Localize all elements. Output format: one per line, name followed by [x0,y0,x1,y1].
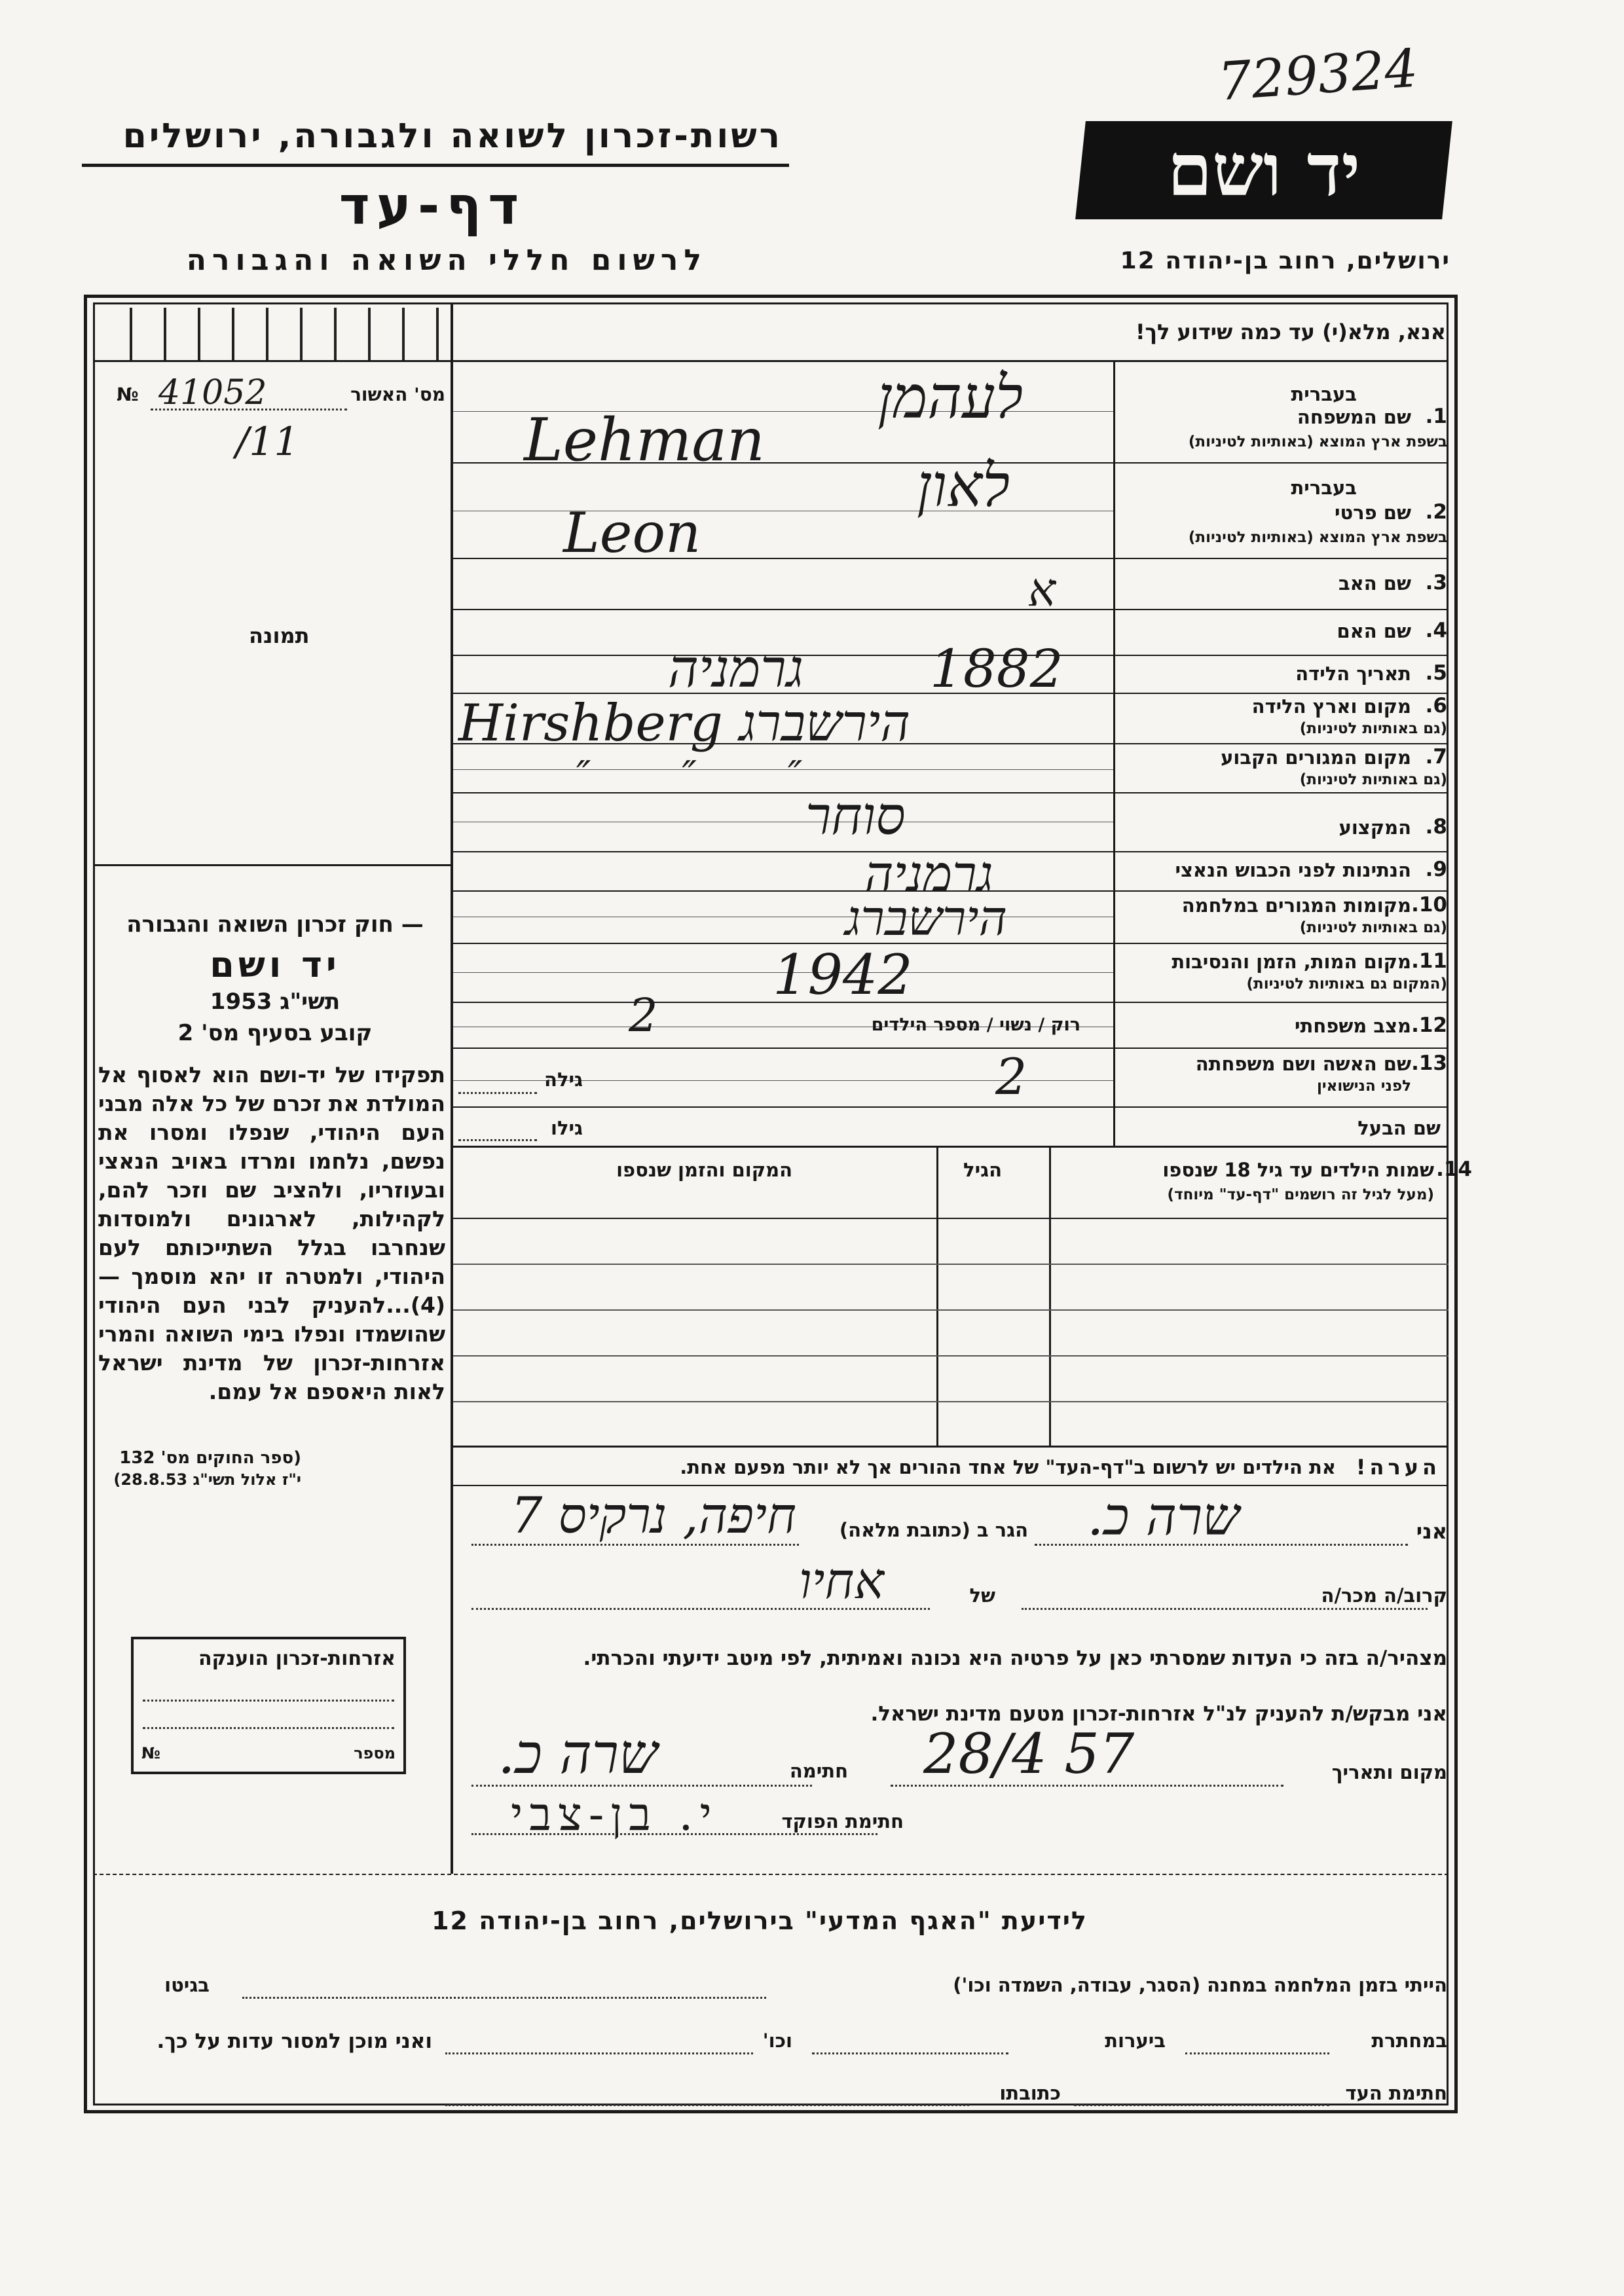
authority-name: רשות-זכרון לשואה ולגבורה, ירושלים [122,117,783,156]
request-text: אני מבקש/ת להעניק לנ"ל אזרחות-זכרון מטעם מדינת ישראל. [870,1702,1447,1726]
field-1-number: 1. [1425,405,1447,428]
field-11-number: 11. [1411,949,1447,973]
footer-line3-b: כתובתו [999,2082,1061,2104]
relation-of-label: של [969,1584,995,1607]
field-2-hebrew-value: לאון [917,452,1010,520]
field-2-hebrew-tag: בעברית [1291,477,1357,499]
form-title: דף-עד [339,175,526,236]
witness-name-value: שרה כ. [1087,1486,1240,1547]
field-3-label: שם האב [1338,572,1411,594]
approval-number-label: מס' האשור [350,384,445,405]
declaration-text: מצהיר/ה בזה כי העדות שמסרתי כאן על פרטיה היא נכונה ואמיתית, לפי מיטב ידיעתי והכרתי. [583,1647,1447,1670]
field-1-label: שם המשפחה [1297,406,1411,428]
field-6-label: מקום וארץ הלידה [1251,695,1411,718]
field-7-value: ″ ″ ″ [576,753,803,799]
witness-address-value: חיפה, נרקיס 7 [511,1486,796,1544]
field-6-number: 6. [1425,694,1447,718]
field-12-number: 12. [1411,1013,1447,1037]
children-col-place: המקום והזמן שנספו [616,1159,792,1181]
intro-rule [451,360,1449,362]
children-number: 14. [1436,1157,1472,1181]
children-label: שמות הילדים עד גיל 18 שנספו [1162,1159,1434,1181]
field-5-label: תאריך הלידה [1295,663,1411,685]
field-4-label: שם האם [1337,620,1411,642]
footer-line2-c: וכו' [762,2030,792,2052]
field-13-sub: לפני הנישואין [1317,1078,1411,1095]
field-7-label: מקום המגורים הקבוע [1221,746,1411,769]
law-body: תפקידו של יד-ושם הוא לאסוף אל המולדת את זכרם של כל אלה מבני העם היהודי, שנפלו ומסרו את נפשם, נלחמו ומרדו באויב הנאצי ובעוזריו, ולהציב שם וזכר להם, לקהילות, לארגונים ולמוסדות שנחרבו בגלל השתייכותם לעם היהודי, ולמטרה זו יהא מוסמך — (4)...להעניק לבני העם היהודי שהושמדו ונפלו בימי השואה והמרי אזרחות-זכרון של מדינת ישראל לאות היאספם אל עמם. [98,1062,445,1404]
address: ירושלים, רחוב בן-יהודה 12 [1120,247,1450,274]
witness-ani: אני [1416,1519,1447,1544]
field-10-sub: (גם באותיות לטיניות) [1299,919,1447,936]
field-10-label: מקומות המגורים במלחמה [1181,894,1411,917]
relation-label: קרוב/ה מכר/ה [1321,1584,1447,1607]
footer-line2-a: במחתרת [1371,2030,1447,2052]
citizenship-number-symbol: № [141,1744,160,1762]
field-6-country: גרמניה [668,638,803,699]
signature-label: חתימה [789,1760,848,1782]
field-9-label: הנתינות לפני הכבוש הנאצי [1175,859,1411,881]
law-name: יד ושם [210,944,341,985]
field-7-number: 7. [1425,745,1447,769]
citizenship-box [131,1637,406,1774]
field-13-number: 13. [1411,1051,1447,1075]
place-date-label: מקום ותאריך [1331,1761,1447,1783]
field-1-sub: בשפת ארץ המוצא (באותיות לטיניות) [1188,433,1447,450]
children-sub: (מעל לגיל זה רושמים "דף-עד" מיוחד) [1167,1186,1434,1203]
field-10-value: הירשברג [845,890,1007,947]
yad-vashem-logo [1075,121,1452,219]
officer-signature-label: חתימת הפוקד [781,1810,904,1832]
tick-strip-base [93,360,451,362]
footer-divider [93,1874,1449,1878]
field-5-value: 1882 [930,638,1063,699]
signature-value: שרה כ. [498,1722,658,1786]
field-2-label: שם פרטי [1334,501,1411,524]
law-year: תשי"ג 1953 [210,989,341,1015]
field-3-mark: ﬡ [1028,563,1056,617]
field-12-label: מצב משפחתי [1294,1015,1411,1037]
photo-box-bottom [93,864,451,866]
field-7-sub: (גם באותיות לטיניות) [1299,771,1447,788]
field-6-value: הירשברג Hirshberg [458,694,910,753]
field-2-sub: בשפת ארץ המוצא (באותיות לטיניות) [1188,529,1447,546]
label-column-divider [1113,362,1115,1148]
law-heading: — חוק זכרון השואה והגבורה [126,911,424,938]
field-2-latin-value: Leon [563,501,701,565]
footer-title: לידיעת "האגף המדעי" בירושלים, רחוב בן-יהודה 12 [432,1906,1088,1935]
photo-label: תמונה [249,623,310,648]
relation-value: אחיו [799,1552,884,1610]
footer-line1-b: בגיטו [164,1974,210,1996]
field-11-value: 1942 [773,943,913,1007]
photo-box [97,367,451,864]
left-column-divider [451,302,453,1874]
approval-number-symbol: № [117,384,139,405]
footer-line3-a: חתימת העד [1345,2082,1447,2104]
approval-number-suffix: /11 [236,419,299,465]
citizenship-number-label: מספר [354,1744,396,1762]
husband-age-label: גילו [551,1117,583,1139]
field-11-label: מקום המות, הזמן והנסיבות [1172,951,1411,973]
tick-strip [98,308,445,360]
field-6-sub: (גם באותיות לטיניות) [1299,720,1447,737]
field-11-sub: (המקום גם באותיות לטיניות) [1246,975,1447,993]
field-10-number: 10. [1411,893,1447,917]
field-12-status-options: רוק / נשוי / מספר הילדים [871,1015,1080,1035]
footer-line2-d: ואני מוכן למסור עדות על כך. [157,2030,432,2053]
law-clause: קובע בסעיף מס' 2 [177,1020,373,1046]
field-4-number: 4. [1425,619,1447,642]
note-label: הערה! [1356,1455,1441,1480]
law-source-date: י"ז אלול תשי"ג 28.8.53) [113,1470,301,1489]
field-2-number: 2. [1425,500,1447,524]
field-13-age-label: גילה [544,1068,583,1091]
header-rule [82,164,789,167]
citizenship-title: אזרחות-זכרון הוענקה [198,1647,396,1670]
field-13-label: שם האשה ושם משפחתה [1195,1053,1411,1075]
field-3-number: 3. [1425,571,1447,594]
form-subtitle: לרשום חללי השואה והגבורה [186,244,707,277]
note-text: את הילדים יש לרשום ב"דף-העד" של אחד ההורים אך לא יותר מפעם אחת. [680,1456,1336,1478]
witness-resides: הגר ב (כתובת מלאה) [839,1519,1028,1541]
logo-text: יד ושם [1167,128,1361,212]
officer-signature-value: י. בן-צבי [511,1787,718,1841]
field-1-hebrew-tag: בעברית [1291,383,1357,405]
approval-number-value: 41052 [158,373,267,412]
field-8-label: המקצוע [1338,816,1411,839]
husband-label: שם הבעל [1357,1117,1441,1139]
field-9-value: גרמניה [864,845,993,903]
field-13-value: 2 [995,1048,1027,1106]
field-9-number: 9. [1425,858,1447,881]
form-intro: אנא, מלא(י) עד כמה שידוע לך! [1135,319,1446,344]
footer-line1-a: הייתי בזמן המלחמה במחנה (הסגר, עבודה, השמדה וכו') [953,1974,1447,1996]
field-8-number: 8. [1425,815,1447,839]
place-date-value: 28/4 57 [923,1722,1135,1786]
archive-number: 729324 [1216,37,1420,113]
field-1-latin-value: Lehman [524,406,765,475]
field-1-hebrew-value: לעהמן [877,363,1024,432]
field-12-value: 2 [629,989,658,1042]
footer-line2-b: ביערות [1105,2030,1166,2052]
field-8-value: סוחר [805,786,906,847]
law-source: (ספר החוקים מס' 132 [119,1448,301,1468]
field-5-number: 5. [1425,661,1447,685]
children-col-age: הגיל [963,1159,1002,1181]
